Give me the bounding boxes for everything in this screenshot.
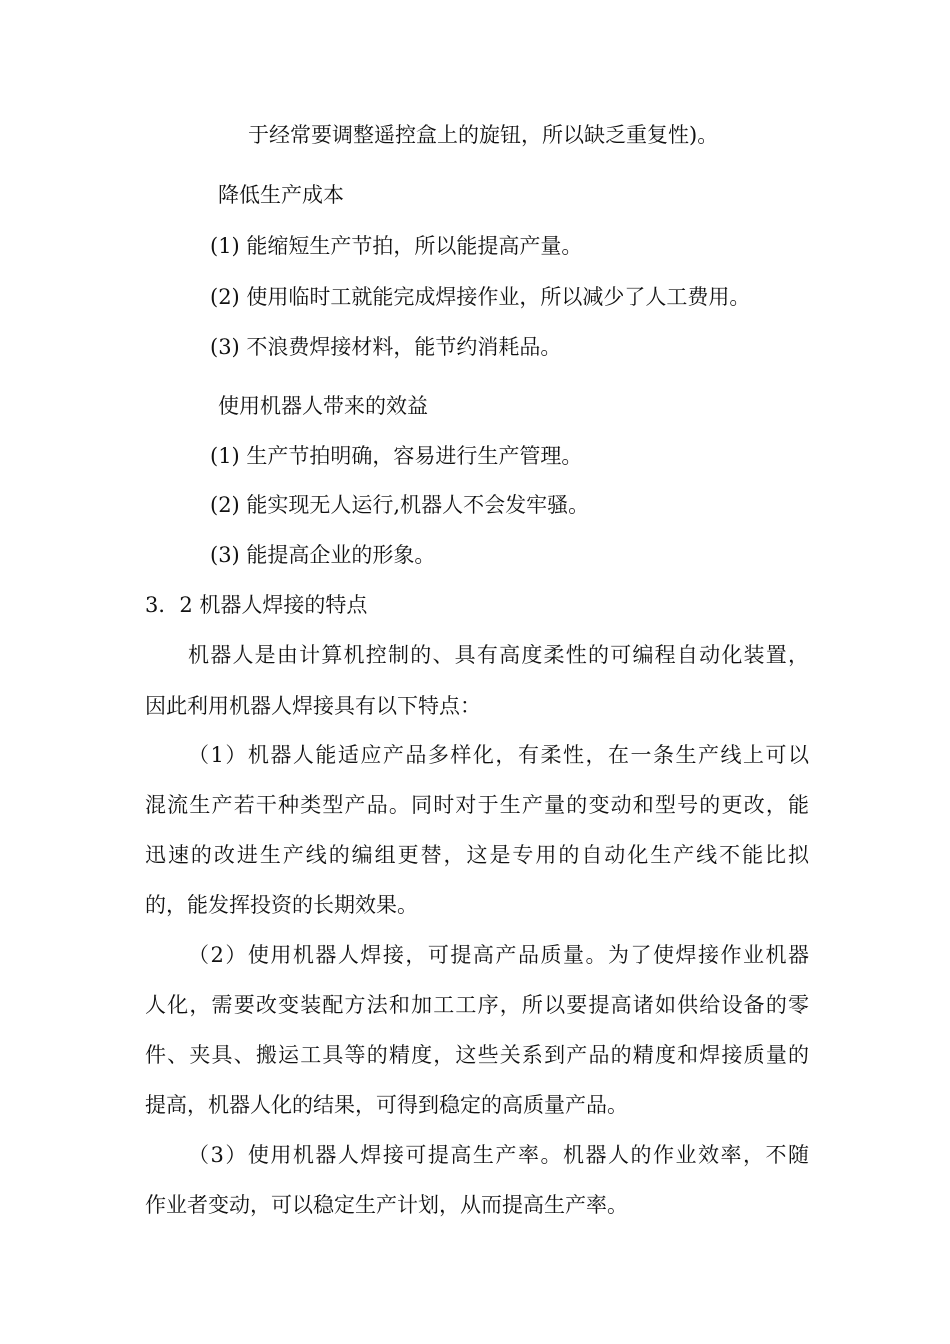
feature1-line-3: 迅速的改进生产线的编组更替，这是专用的自动化生产线不能比拟 bbox=[145, 843, 809, 867]
continuation-line: 于经常要调整遥控盒上的旋钮，所以缺乏重复性)。 bbox=[248, 123, 719, 147]
section-heading: 3．2 机器人焊接的特点 bbox=[145, 593, 368, 617]
cost-item-1: (1) 能缩短生产节拍，所以能提高产量。 bbox=[210, 234, 583, 258]
feature1-line-1: （1）机器人能适应产品多样化，有柔性，在一条生产线上可以 bbox=[188, 743, 809, 767]
feature2-line-4: 提高，机器人化的结果，可得到稳定的高质量产品。 bbox=[145, 1093, 628, 1117]
benefit-item-3: (3) 能提高企业的形象。 bbox=[210, 543, 436, 567]
cost-section-heading: 降低生产成本 bbox=[218, 183, 344, 207]
intro-line-2: 因此利用机器人焊接具有以下特点： bbox=[145, 694, 481, 718]
benefit-item-1: (1) 生产节拍明确，容易进行生产管理。 bbox=[210, 444, 583, 468]
feature2-line-3: 件、夹具、搬运工具等的精度，这些关系到产品的精度和焊接质量的 bbox=[145, 1043, 809, 1067]
feature2-line-1: （2）使用机器人焊接，可提高产品质量。为了使焊接作业机器 bbox=[188, 943, 809, 967]
feature3-line-2: 作业者变动，可以稳定生产计划，从而提高生产率。 bbox=[145, 1193, 628, 1217]
cost-item-2: (2) 使用临时工就能完成焊接作业，所以减少了人工费用。 bbox=[210, 285, 751, 309]
feature2-line-2: 人化，需要改变装配方法和加工工序，所以要提高诸如供给设备的零 bbox=[145, 993, 809, 1017]
cost-item-3: (3) 不浪费焊接材料，能节约消耗品。 bbox=[210, 335, 562, 359]
feature3-line-1: （3）使用机器人焊接可提高生产率。机器人的作业效率，不随 bbox=[188, 1143, 809, 1167]
intro-line-1: 机器人是由计算机控制的、具有高度柔性的可编程自动化装置， bbox=[188, 643, 809, 667]
benefit-section-heading: 使用机器人带来的效益 bbox=[218, 394, 428, 418]
feature1-line-4: 的，能发挥投资的长期效果。 bbox=[145, 893, 418, 917]
feature1-line-2: 混流生产若干种类型产品。同时对于生产量的变动和型号的更改，能 bbox=[145, 793, 809, 817]
benefit-item-2: (2) 能实现无人运行,机器人不会发牢骚。 bbox=[210, 493, 590, 517]
